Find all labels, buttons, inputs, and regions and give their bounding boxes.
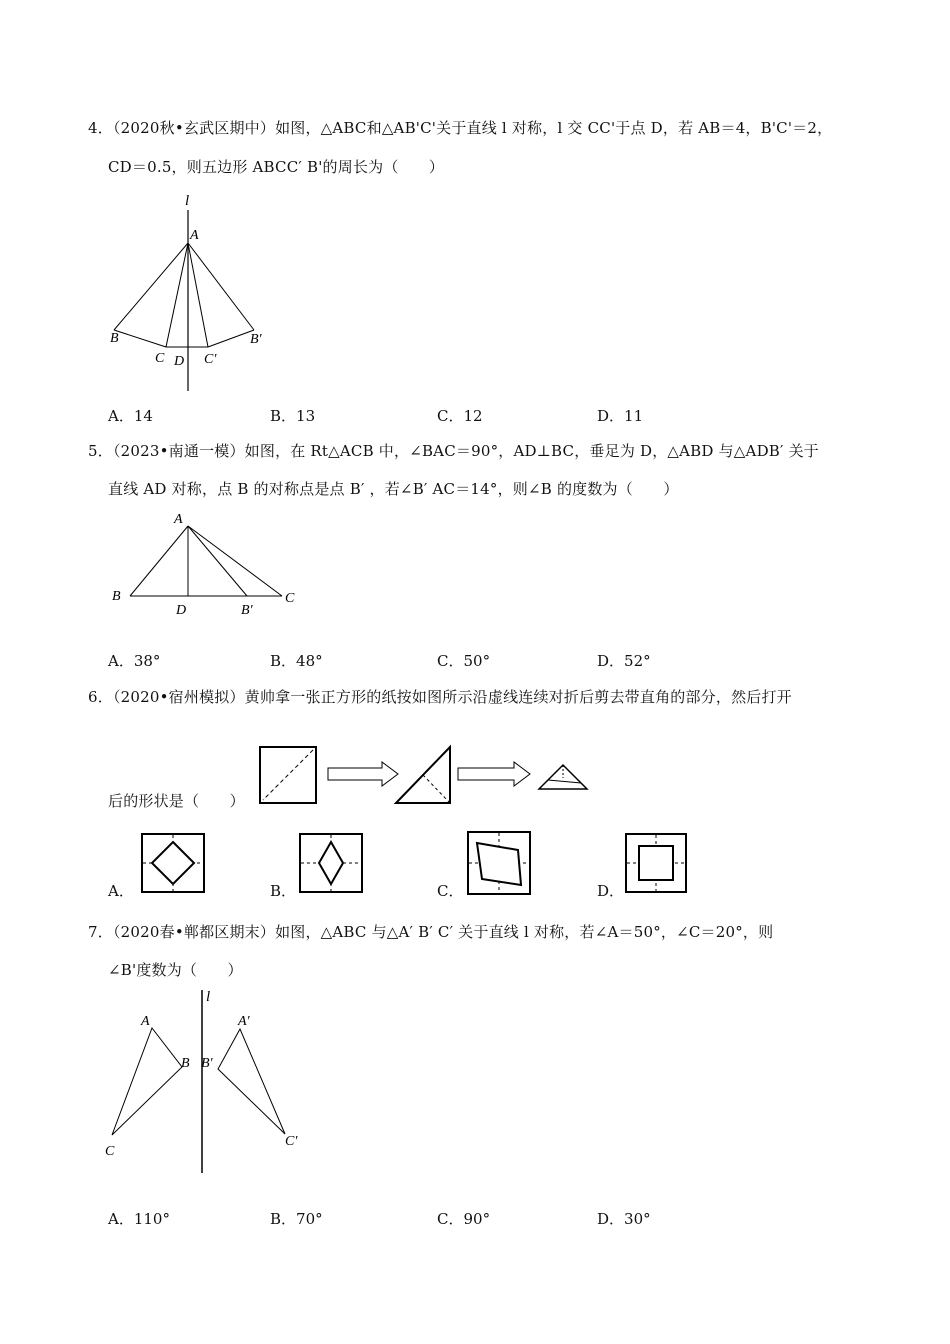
q6-option-a-figure[interactable] [140,832,206,894]
q6-arrow-1 [328,762,398,786]
q4-label-d: D [174,354,185,369]
q6-option-a-label[interactable]: A． [108,882,134,900]
q7-text-line1: 7．（2020春•郸都区期末）如图，△ABC 与△A′ B′ C′ 关于直线 l 对称，若∠A＝50°，∠C＝20°，则 [88,923,774,941]
q5-label-a: A [174,512,183,527]
q7-figure [100,985,310,1175]
q4-option-a[interactable]: A．14 [108,407,153,425]
q4-segment-bc [114,330,166,347]
q4-option-c[interactable]: C．12 [437,407,483,425]
q6-folding-figure [255,742,595,807]
q7-triangle-apbpcp [218,1029,285,1134]
q7-label-c: C [105,1144,115,1159]
q4-segment-abp [188,243,254,330]
q5-option-b[interactable]: B．48° [270,652,323,670]
q7-option-d[interactable]: D．30° [597,1210,651,1228]
q5-text-line2: 直线 AD 对称，点 B 的对称点是点 B′ ，若∠B′ AC＝14°，则∠B 的度数为（ ） [108,480,679,498]
q7-triangle-abc [112,1028,182,1135]
q4-label-a: A [190,228,199,243]
q7-label-a: A [141,1014,150,1029]
q5-option-d[interactable]: D．52° [597,652,651,670]
q4-label-b: B [110,331,119,346]
q7-label-cp: C′ [285,1134,298,1149]
q4-segment-acp [188,243,208,347]
q5-segment-abp [188,526,247,596]
q6-option-d-label[interactable]: D． [597,882,625,900]
q6-arrow-2 [458,762,530,786]
q4-label-bp: B′ [250,332,262,347]
q5-option-a[interactable]: A．38° [108,652,161,670]
q6-text-line2: 后的形状是（ ） [108,792,245,810]
q6-text-line1: 6．（2020•宿州模拟）黄帅拿一张正方形的纸按如图所示沿虚线连续对折后剪去带直角的部分，然后打开 [88,688,792,706]
q4-option-b[interactable]: B．13 [270,407,316,425]
q5-segment-ac [188,526,282,596]
q6-option-b-label[interactable]: B． [270,882,297,900]
q5-label-bp: B′ [241,603,253,618]
q6-fold-diagonal [263,750,313,800]
q6-fold-triangle-dash [423,775,450,803]
q6-option-c-label[interactable]: C． [437,882,464,900]
q5-label-d: D [176,603,187,618]
q6-option-d-figure[interactable] [624,832,688,894]
q4-text-line2: CD＝0.5，则五边形 ABCC′ B'的周长为（ ） [108,158,445,176]
q4-segment-ab [114,243,188,330]
q5-label-b: B [112,589,121,604]
q4-figure [100,185,290,395]
q7-label-bp: B′ [201,1056,213,1071]
q7-label-ap: A′ [238,1014,250,1029]
q7-option-a[interactable]: A．110° [108,1210,170,1228]
q4-segment-cpbp [208,330,254,347]
q5-figure [105,508,305,620]
q7-label-b: B [181,1056,190,1071]
q5-segment-ab [130,526,188,596]
q7-option-b[interactable]: B．70° [270,1210,323,1228]
q7-text-line2: ∠B'度数为（ ） [108,961,243,979]
q7-label-l: l [206,989,211,1005]
q6-option-c-figure[interactable] [466,830,532,896]
q6-cut-line [548,780,581,783]
q6-option-b-figure[interactable] [298,832,364,894]
q4-option-d[interactable]: D．11 [597,407,644,425]
q4-label-cp: C′ [204,352,217,367]
q4-label-l: l [185,193,190,209]
q4-label-c: C [155,351,165,366]
q5-option-c[interactable]: C．50° [437,652,491,670]
q5-label-c: C [285,591,295,606]
q5-text-line1: 5．（2023•南通一模）如图，在 Rt△ACB 中，∠BAC＝90°，AD⊥BC，垂足为 D，△ABD 与△ADB′ 关于 [88,442,819,460]
q7-option-c[interactable]: C．90° [437,1210,491,1228]
q4-text-line1: 4．（2020秋•玄武区期中）如图，△ABC和△AB'C'关于直线 l 对称，l 交 CC'于点 D，若 AB＝4，B'C'＝2， [88,119,833,137]
q4-segment-ac [166,243,188,347]
